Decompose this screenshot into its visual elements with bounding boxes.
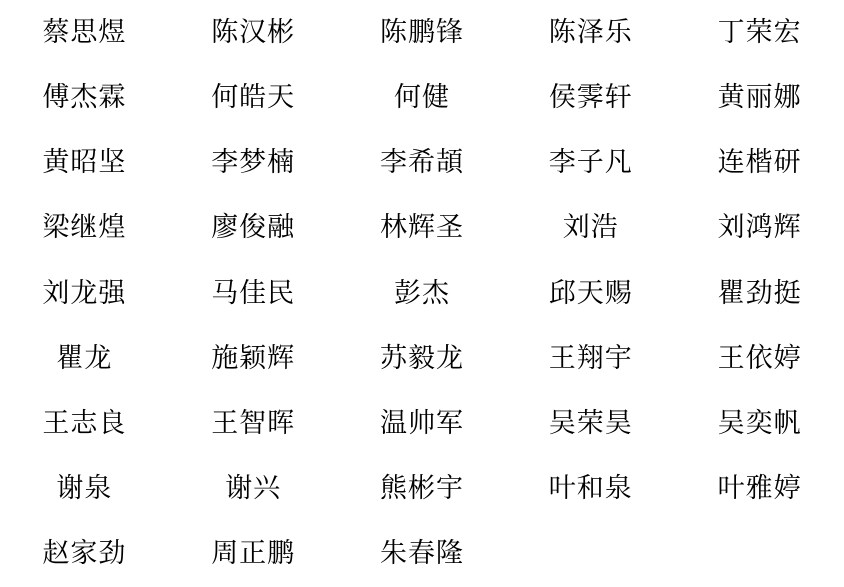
list-item: 傅杰霖 — [42, 81, 127, 112]
list-item: 何皓天 — [211, 81, 296, 112]
list-item: 王依婷 — [717, 342, 802, 373]
list-item: 何健 — [393, 81, 450, 112]
list-item: 刘龙强 — [42, 277, 127, 308]
list-item: 刘鸿辉 — [717, 212, 802, 243]
list-item: 苏毅龙 — [379, 342, 464, 373]
list-item: 赵家劲 — [42, 538, 127, 569]
list-item: 朱春隆 — [379, 538, 464, 569]
list-item: 施颖辉 — [211, 342, 296, 373]
list-item: 彭杰 — [393, 277, 450, 308]
list-item: 李梦楠 — [211, 147, 296, 178]
list-item: 李希頡 — [379, 147, 464, 178]
list-item: 刘浩 — [562, 212, 619, 243]
list-item: 李子凡 — [548, 147, 633, 178]
list-item: 连楷研 — [717, 147, 802, 178]
list-item: 蔡思煜 — [42, 16, 127, 47]
list-item: 王智晖 — [211, 407, 296, 438]
list-item: 叶雅婷 — [717, 473, 802, 504]
list-item: 周正鹏 — [211, 538, 296, 569]
list-item: 廖俊融 — [211, 212, 296, 243]
list-item: 瞿劲挺 — [717, 277, 802, 308]
list-item: 熊彬宇 — [379, 473, 464, 504]
list-item: 温帅军 — [379, 407, 464, 438]
list-item: 黄丽娜 — [717, 81, 802, 112]
list-item: 陈鹏锋 — [379, 16, 464, 47]
list-item: 王志良 — [42, 407, 127, 438]
list-item: 陈汉彬 — [211, 16, 296, 47]
list-item: 黄昭坚 — [42, 147, 127, 178]
list-item: 林辉圣 — [379, 212, 464, 243]
list-item: 梁继煌 — [42, 212, 127, 243]
list-item: 瞿龙 — [56, 342, 113, 373]
list-item: 谢兴 — [225, 473, 282, 504]
list-item: 邱天赐 — [548, 277, 633, 308]
list-item: 吴荣昊 — [548, 407, 633, 438]
list-item: 吴奕帆 — [717, 407, 802, 438]
list-item: 谢泉 — [56, 473, 113, 504]
list-item: 王翔宇 — [548, 342, 633, 373]
list-item: 侯霁轩 — [548, 81, 633, 112]
list-item: 丁荣宏 — [717, 16, 802, 47]
list-item: 马佳民 — [211, 277, 296, 308]
list-item: 陈泽乐 — [548, 16, 633, 47]
list-item: 叶和泉 — [548, 473, 633, 504]
